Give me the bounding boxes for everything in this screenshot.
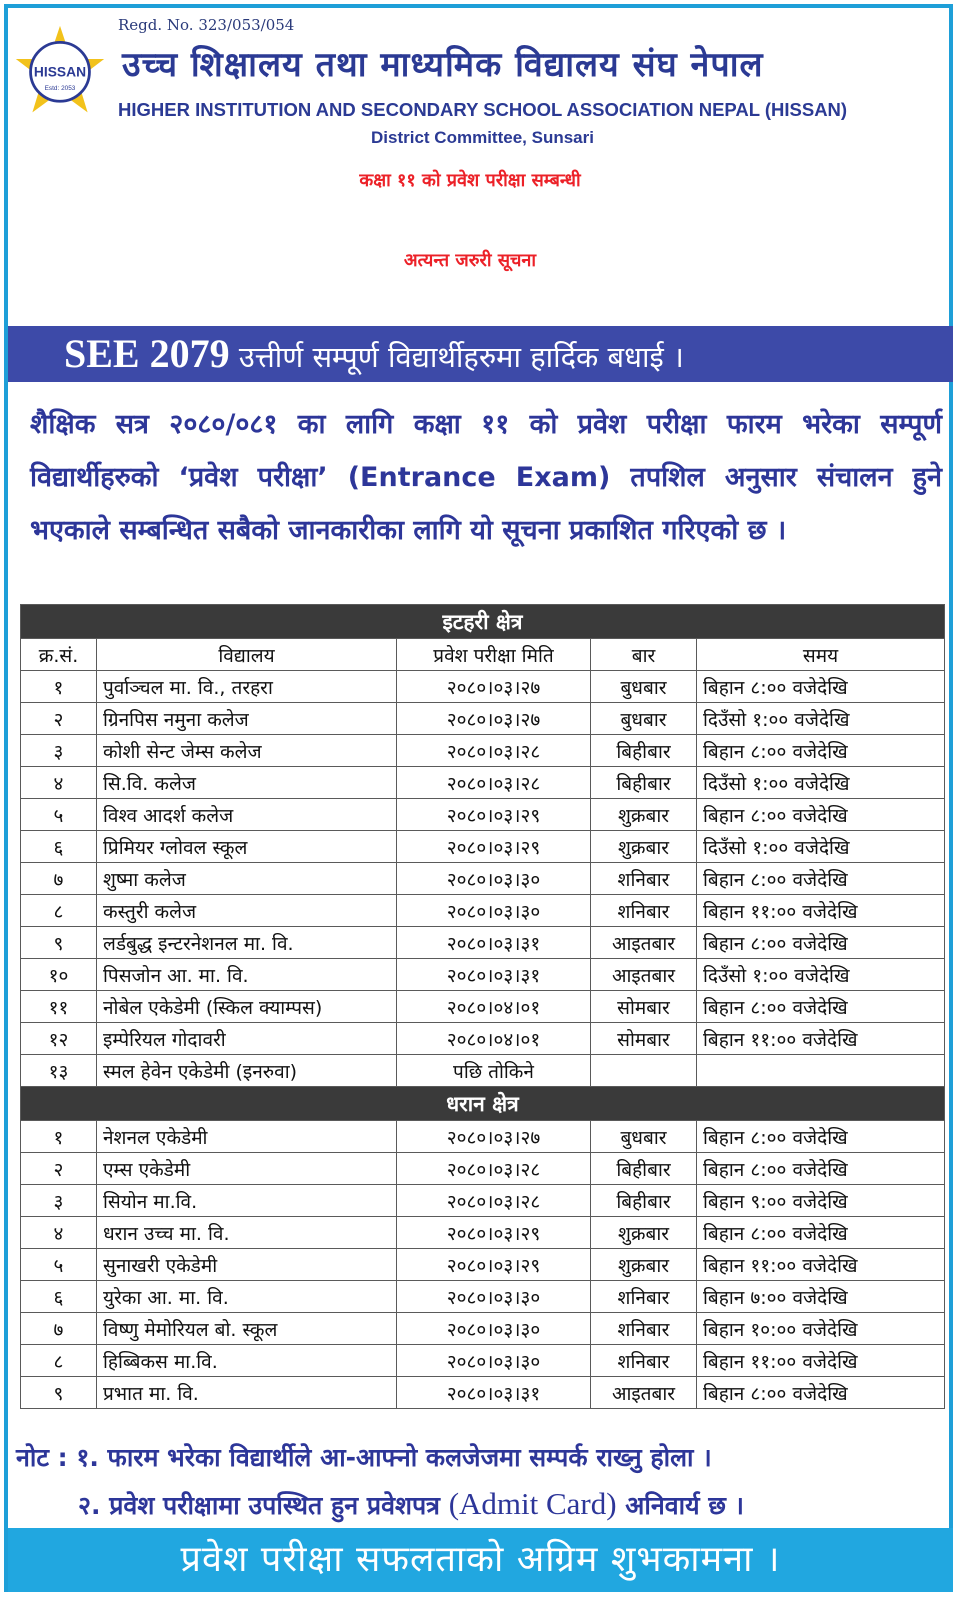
notice-title-line2: अत्यन्त जरुरी सूचना xyxy=(403,250,537,271)
day-cell: बिहीबार xyxy=(591,1185,697,1217)
school-cell: नोबेल एकेडेमी (स्किल क्याम्पस) xyxy=(97,991,397,1023)
day-cell: आइतबार xyxy=(591,959,697,991)
day-cell: शनिबार xyxy=(591,1281,697,1313)
exam-date-cell: २०८०।०३।२९ xyxy=(397,831,591,863)
serial-cell: २ xyxy=(21,1153,97,1185)
table-row xyxy=(21,799,945,831)
time-cell: बिहान ८:०० वजेदेखि xyxy=(697,1217,945,1249)
time-cell: बिहान ११:०० वजेदेखि xyxy=(697,895,945,927)
exam-date-cell: २०८०।०३।२७ xyxy=(397,703,591,735)
school-cell: कस्तुरी कलेज xyxy=(97,895,397,927)
time-cell: बिहान १०:०० वजेदेखि xyxy=(697,1313,945,1345)
time-cell: बिहान ११:०० वजेदेखि xyxy=(697,1249,945,1281)
exam-date-cell: २०८०।०३।२८ xyxy=(397,767,591,799)
day-cell: शुक्रबार xyxy=(591,831,697,863)
serial-cell: १ xyxy=(21,1121,97,1153)
serial-cell: ५ xyxy=(21,799,97,831)
day-cell: बिहीबार xyxy=(591,1153,697,1185)
serial-cell: ३ xyxy=(21,1185,97,1217)
banner-see-label: SEE 2079 xyxy=(64,331,230,376)
exam-date-cell: २०८०।०४।०१ xyxy=(397,991,591,1023)
exam-date-cell: २०८०।०३।२७ xyxy=(397,671,591,703)
exam-date-cell: २०८०।०३।३१ xyxy=(397,927,591,959)
serial-cell: ८ xyxy=(21,1345,97,1377)
table-row xyxy=(21,1153,945,1185)
footer-wishes: प्रवेश परीक्षा सफलताको अग्रिम शुभकामना । xyxy=(8,1528,953,1592)
day-cell: सोमबार xyxy=(591,991,697,1023)
day-cell: सोमबार xyxy=(591,1023,697,1055)
table-row xyxy=(21,863,945,895)
time-cell: बिहान ८:०० वजेदेखि xyxy=(697,1377,945,1409)
serial-cell: १२ xyxy=(21,1023,97,1055)
school-cell: प्रिमियर ग्लोवल स्कूल xyxy=(97,831,397,863)
table-row xyxy=(21,1121,945,1153)
school-cell: एम्स एकेडेमी xyxy=(97,1153,397,1185)
school-cell: स्मल हेवेन एकेडेमी (इनरुवा) xyxy=(97,1055,397,1087)
day-cell: शनिबार xyxy=(591,1313,697,1345)
time-cell: दिउँसो १:०० वजेदेखि xyxy=(697,831,945,863)
notice-title-line1: कक्षा ११ को प्रवेश परीक्षा सम्बन्धी xyxy=(359,170,581,191)
serial-cell: ४ xyxy=(21,1217,97,1249)
table-row xyxy=(21,671,945,703)
school-cell: हिब्बिकस मा.वि. xyxy=(97,1345,397,1377)
school-cell: सियोन मा.वि. xyxy=(97,1185,397,1217)
zone-name: इटहरी क्षेत्र xyxy=(21,605,945,639)
time-cell: बिहान ११:०० वजेदेखि xyxy=(697,1345,945,1377)
exam-date-cell: २०८०।०३।२८ xyxy=(397,1153,591,1185)
school-cell: विश्व आदर्श कलेज xyxy=(97,799,397,831)
time-cell: बिहान ८:०० वजेदेखि xyxy=(697,1153,945,1185)
time-cell: बिहान ८:०० वजेदेखि xyxy=(697,927,945,959)
time-cell: बिहान ११:०० वजेदेखि xyxy=(697,1023,945,1055)
school-cell: कोशी सेन्ट जेम्स कलेज xyxy=(97,735,397,767)
day-cell: शनिबार xyxy=(591,1345,697,1377)
table-row xyxy=(21,895,945,927)
table-row xyxy=(21,927,945,959)
day-cell: आइतबार xyxy=(591,927,697,959)
time-cell: बिहान ९:०० वजेदेखि xyxy=(697,1185,945,1217)
day-cell: शनिबार xyxy=(591,895,697,927)
exam-date-cell: २०८०।०३।३० xyxy=(397,1345,591,1377)
school-cell: लर्डबुद्ध इन्टरनेशनल मा. वि. xyxy=(97,927,397,959)
column-header: समय xyxy=(697,639,945,671)
serial-cell: ७ xyxy=(21,1313,97,1345)
day-cell: बिहीबार xyxy=(591,767,697,799)
serial-cell: ५ xyxy=(21,1249,97,1281)
serial-cell: १३ xyxy=(21,1055,97,1087)
column-header: बार xyxy=(591,639,697,671)
note-2-admit-card: (Admit Card) xyxy=(448,1486,617,1521)
serial-cell: ९ xyxy=(21,927,97,959)
exam-date-cell: २०८०।०३।२९ xyxy=(397,1217,591,1249)
table-row xyxy=(21,1023,945,1055)
exam-date-cell: २०८०।०३।२९ xyxy=(397,1249,591,1281)
school-cell: प्रभात मा. वि. xyxy=(97,1377,397,1409)
zone-name: धरान क्षेत्र xyxy=(21,1087,945,1121)
time-cell: बिहान ८:०० वजेदेखि xyxy=(697,991,945,1023)
school-cell: युरेका आ. मा. वि. xyxy=(97,1281,397,1313)
table-header-row xyxy=(21,639,945,671)
note-2 xyxy=(78,1486,744,1522)
exam-date-cell: २०८०।०३।३० xyxy=(397,1313,591,1345)
serial-cell: ४ xyxy=(21,767,97,799)
column-header: विद्यालय xyxy=(97,639,397,671)
table-row xyxy=(21,1377,945,1409)
day-cell: बुधबार xyxy=(591,1121,697,1153)
column-header: प्रवेश परीक्षा मिति xyxy=(397,639,591,671)
zone-header-row xyxy=(21,605,945,639)
table-row xyxy=(21,831,945,863)
table-row xyxy=(21,1185,945,1217)
serial-cell: १० xyxy=(21,959,97,991)
table-row xyxy=(21,1217,945,1249)
org-name-nepali: उच्च शिक्षालय तथा माध्यमिक विद्यालय संघ नेपाल xyxy=(122,45,764,85)
school-cell: सि.वि. कलेज xyxy=(97,767,397,799)
serial-cell: ३ xyxy=(21,735,97,767)
table-row xyxy=(21,1313,945,1345)
exam-date-cell: २०८०।०३।३० xyxy=(397,895,591,927)
exam-schedule-table xyxy=(20,604,945,1409)
day-cell: बुधबार xyxy=(591,703,697,735)
exam-date-cell: २०८०।०३।२९ xyxy=(397,799,591,831)
column-header: क्र.सं. xyxy=(21,639,97,671)
serial-cell: ८ xyxy=(21,895,97,927)
day-cell: बुधबार xyxy=(591,671,697,703)
time-cell: दिउँसो १:०० वजेदेखि xyxy=(697,703,945,735)
serial-cell: १ xyxy=(21,671,97,703)
school-cell: शुष्मा कलेज xyxy=(97,863,397,895)
time-cell: बिहान ८:०० वजेदेखि xyxy=(697,799,945,831)
exam-date-cell: पछि तोकिने xyxy=(397,1055,591,1087)
serial-cell: ११ xyxy=(21,991,97,1023)
school-cell: विष्णु मेमोरियल बो. स्कूल xyxy=(97,1313,397,1345)
time-cell: बिहान ८:०० वजेदेखि xyxy=(697,735,945,767)
district-committee: District Committee, Sunsari xyxy=(371,128,594,147)
day-cell: शुक्रबार xyxy=(591,1217,697,1249)
congrats-banner xyxy=(8,326,953,382)
school-cell: सुनाखरी एकेडेमी xyxy=(97,1249,397,1281)
table-row xyxy=(21,1281,945,1313)
table-row xyxy=(21,735,945,767)
exam-date-cell: २०८०।०३।२७ xyxy=(397,1121,591,1153)
exam-date-cell: २०८०।०३।३० xyxy=(397,1281,591,1313)
exam-date-cell: २०८०।०४।०१ xyxy=(397,1023,591,1055)
exam-date-cell: २०८०।०३।३१ xyxy=(397,959,591,991)
registration-number: Regd. No. 323/053/054 xyxy=(118,16,295,34)
banner-text: उत्तीर्ण सम्पूर्ण विद्यार्थीहरुमा हार्दिक बधाई । xyxy=(238,340,684,374)
school-cell: पिसजोन आ. मा. वि. xyxy=(97,959,397,991)
day-cell: आइतबार xyxy=(591,1377,697,1409)
day-cell: शुक्रबार xyxy=(591,799,697,831)
exam-date-cell: २०८०।०३।२८ xyxy=(397,1185,591,1217)
serial-cell: ६ xyxy=(21,831,97,863)
table-row xyxy=(21,1055,945,1087)
table-row xyxy=(21,703,945,735)
hissan-logo xyxy=(14,24,106,116)
table-row xyxy=(21,959,945,991)
time-cell: दिउँसो १:०० वजेदेखि xyxy=(697,959,945,991)
time-cell: दिउँसो १:०० वजेदेखि xyxy=(697,767,945,799)
table-row xyxy=(21,1249,945,1281)
intro-paragraph: शैक्षिक सत्र २०८०/०८१ का लागि कक्षा ११ को प्रवेश परीक्षा फारम भरेका सम्पूर्ण विद्यार्थीहरुको ‘प्रवेश परीक्षा’ (Entrance Exam) तपशिल अनुसार संचालन हुने भएकाले सम्बन्धित सबैको जानकारीका लागि यो सूचना प्रकाशित गरिएको छ । xyxy=(30,409,942,546)
day-cell: शुक्रबार xyxy=(591,1249,697,1281)
time-cell: बिहान ८:०० वजेदेखि xyxy=(697,1121,945,1153)
table-row xyxy=(21,1345,945,1377)
school-cell: नेशनल एकेडेमी xyxy=(97,1121,397,1153)
school-cell: ग्रिनपिस नमुना कलेज xyxy=(97,703,397,735)
school-cell: पुर्वाञ्चल मा. वि., तरहरा xyxy=(97,671,397,703)
logo-text: HISSAN xyxy=(33,64,87,80)
serial-cell: ९ xyxy=(21,1377,97,1409)
day-cell xyxy=(591,1055,697,1087)
time-cell: बिहान ८:०० वजेदेखि xyxy=(697,671,945,703)
exam-date-cell: २०८०।०३।२८ xyxy=(397,735,591,767)
exam-date-cell: २०८०।०३।३१ xyxy=(397,1377,591,1409)
school-cell: इम्पेरियल गोदावरी xyxy=(97,1023,397,1055)
serial-cell: २ xyxy=(21,703,97,735)
table-row xyxy=(21,767,945,799)
note-2-prefix: २. प्रवेश परीक्षामा उपस्थित हुन प्रवेशपत्र xyxy=(78,1491,440,1520)
org-name-english: HIGHER INSTITUTION AND SECONDARY SCHOOL ASSOCIATION NEPAL (HISSAN) xyxy=(118,99,848,120)
note-2-suffix: अनिवार्य छ । xyxy=(625,1491,745,1520)
time-cell xyxy=(697,1055,945,1087)
serial-cell: ६ xyxy=(21,1281,97,1313)
zone-header-row xyxy=(21,1087,945,1121)
time-cell: बिहान ८:०० वजेदेखि xyxy=(697,863,945,895)
note-1: नोट : १. फारम भरेका विद्यार्थीले आ-आफ्नो कलजेजमा सम्पर्क राख्नु होला । xyxy=(16,1443,712,1472)
day-cell: शनिबार xyxy=(591,863,697,895)
day-cell: बिहीबार xyxy=(591,735,697,767)
time-cell: बिहान ७:०० वजेदेखि xyxy=(697,1281,945,1313)
serial-cell: ७ xyxy=(21,863,97,895)
logo-estd: Estd: 2053 xyxy=(44,85,76,93)
school-cell: धरान उच्च मा. वि. xyxy=(97,1217,397,1249)
exam-date-cell: २०८०।०३।३० xyxy=(397,863,591,895)
table-row xyxy=(21,991,945,1023)
